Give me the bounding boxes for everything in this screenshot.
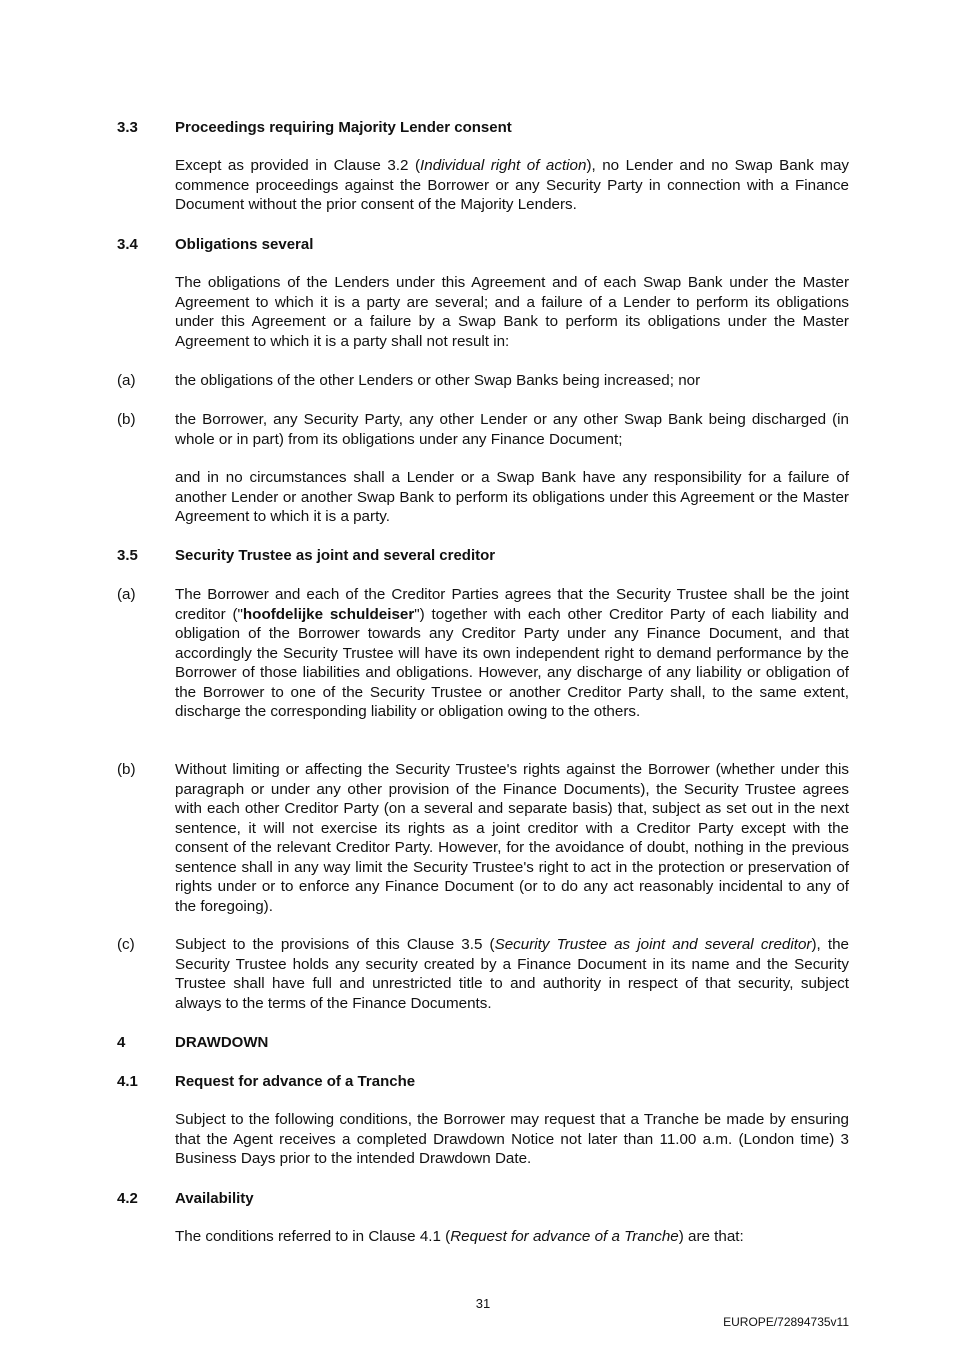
list-label: (b) <box>117 761 136 778</box>
bold-run: hoofdelijke schuldeiser <box>242 605 415 623</box>
text-run: ) are that: <box>678 1228 744 1245</box>
list-label: (a) <box>117 586 136 603</box>
section-title: Proceedings requiring Majority Lender consent <box>175 119 512 136</box>
section-title: Security Trustee as joint and several creditor <box>175 547 496 564</box>
paragraph-3-4: The obligations of the Lenders under this Agreement and of each Swap Bank under the Master Agreement to which it is a party are several; and a failure of a Lender to perform its obligations under this Agreement or a failure by a Swap Bank to perform its obligations under the Master Agreement to which it is a party shall not result in: <box>175 274 849 350</box>
paragraph-4-2 <box>175 1227 849 1247</box>
section-title: DRAWDOWN <box>175 1034 269 1051</box>
heading-4 <box>117 1033 857 1052</box>
list-item-3-4-a: the obligations of the other Lenders or other Swap Banks being increased; nor <box>175 372 701 389</box>
heading-3-4 <box>117 235 857 254</box>
text-run: ), no Lender and no Swap Bank may commence proceedings against the Borrower or any Security Party in connection with a Finance Document without the prior consent of the Majority Lenders. <box>175 157 849 213</box>
paragraph-4-1: Subject to the following conditions, the Borrower may request that a Tranche be made by ensuring that the Agent receives a completed Drawdown Notice not later than 11.00 a.m. (London time) 3 Business Days prior to the intended Drawdown Date. <box>175 1111 849 1167</box>
heading-4-2 <box>117 1189 857 1208</box>
list-label: (a) <box>117 372 136 389</box>
section-number: 3.5 <box>117 547 138 564</box>
text-run: ") together with each other Creditor Party of each liability and obligation of the Borrower towards any Creditor Party under any Finance Document, and that accordingly the Security Trustee will have its own independent right to demand performance by the Borrower of those liabilities and obligations. However, any discharge of any liability or obligation of the Borrower to one of the Security Trustee or another Creditor Party shall, to the same extent, discharge the corresponding liability or obligation owing to the others. <box>175 605 849 720</box>
text-run: ), the Security Trustee holds any security created by a Finance Document in its name and the Security Trustee shall have full and unrestricted title to and authority in respect of that security, subject always to the terms of the Finance Documents. <box>175 936 849 1012</box>
section-number: 4.1 <box>117 1073 138 1090</box>
section-title: Obligations several <box>175 236 314 253</box>
list-label: (b) <box>117 411 136 428</box>
section-number: 4.2 <box>117 1190 138 1207</box>
paragraph-3-3 <box>175 156 849 215</box>
list-item-3-5-c <box>175 935 849 1013</box>
section-number: 3.3 <box>117 119 138 136</box>
paragraph-3-4-closing: and in no circumstances shall a Lender or a Swap Bank have any responsibility for a failure of another Lender or another Swap Bank to perform its obligations under this Agreement or the Master Agreement to which it is a party. <box>175 469 849 525</box>
document-reference: EUROPE/72894735v11 <box>723 1315 849 1329</box>
text-run: Subject to the provisions of this Clause 3.5 ( <box>175 936 495 953</box>
heading-3-3 <box>117 118 857 137</box>
text-run: The Borrower and each of the Creditor Parties agrees that the Security Trustee shall be the joint creditor (" <box>175 586 849 623</box>
section-number: 3.4 <box>117 236 138 253</box>
text-run: The conditions referred to in Clause 4.1 ( <box>175 1228 451 1245</box>
italic-run: Security Trustee as joint and several creditor <box>494 936 812 953</box>
section-number: 4 <box>117 1034 126 1051</box>
heading-3-5 <box>117 546 857 565</box>
italic-run: Individual right of action <box>420 157 587 174</box>
list-item-3-5-b: Without limiting or affecting the Security Trustee's rights against the Borrower (whether under this paragraph or under any other provision of the Finance Documents), the Security Trustee agrees with each other Creditor Party (on a several and separate basis) that, subject as set out in the next sentence, it will not exercise its rights as a joint creditor with a Creditor Party except with the consent of the relevant Creditor Party. However, for the avoidance of doubt, nothing in the previous sentence shall in any way limit the Security Trustee's right to act in the protection or preservation of rights under or to enforce any Finance Document (or to do any act reasonably incidental to any of the foregoing). <box>175 761 849 915</box>
section-title: Request for advance of a Tranche <box>175 1073 416 1090</box>
list-item-3-4-b: the Borrower, any Security Party, any other Lender or any other Swap Bank being discharged (in whole or in part) from its obligations under any Finance Document; <box>175 411 849 448</box>
heading-4-1 <box>117 1072 857 1091</box>
italic-run: Request for advance of a Tranche <box>450 1228 679 1245</box>
page-number: 31 <box>475 1296 491 1311</box>
list-label: (c) <box>117 936 135 953</box>
list-item-3-5-a <box>175 585 849 722</box>
section-title: Availability <box>175 1190 254 1207</box>
text-run: Except as provided in Clause 3.2 ( <box>175 157 421 174</box>
